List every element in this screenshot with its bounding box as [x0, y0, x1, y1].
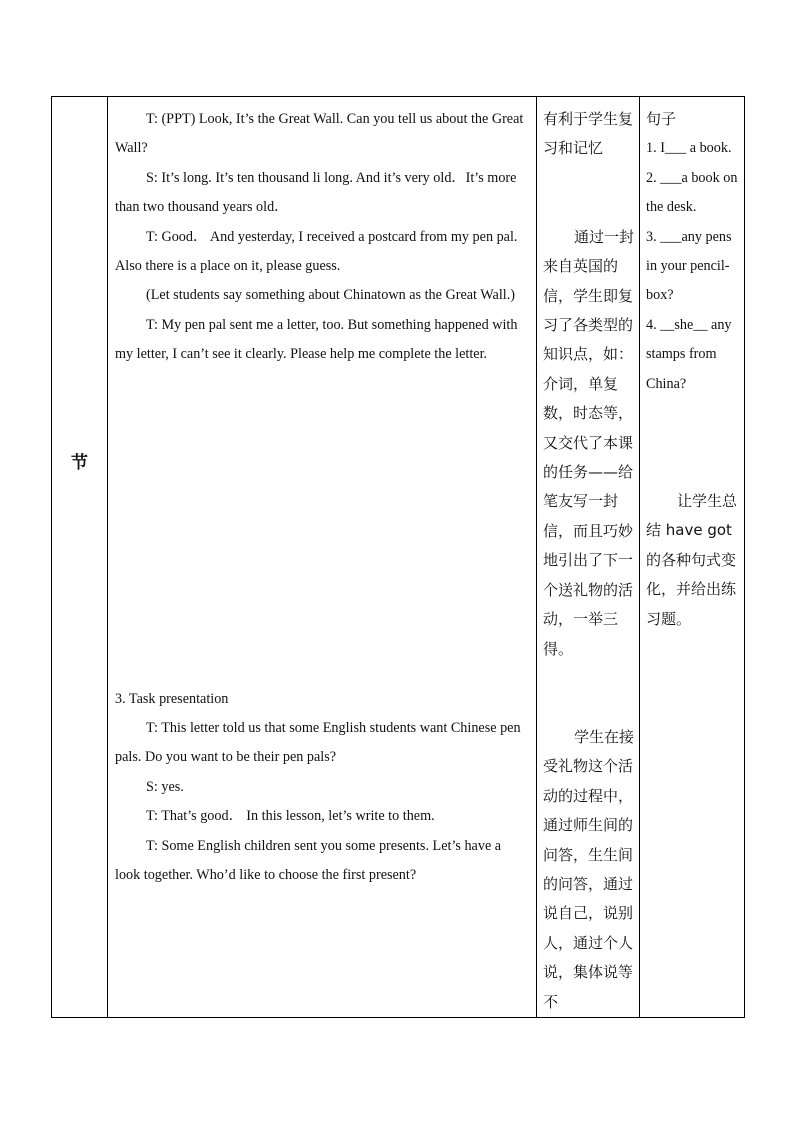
- design-notes-cell: [537, 97, 640, 1018]
- design-note: 通过一封来自英国的信，学生即复习了各类型的知识点，如：介词，单复数，时态等，又交代了本课的任务——给笔友写一封信，而且巧妙地引出了下一个送礼物的活动，一举三得。: [543, 227, 635, 658]
- dialogue-line: T: Some English children sent you some presents. Let’s have a look together. Who’d like to choose the first present?: [115, 837, 502, 884]
- exercise-summary: 让学生总结 have got 的各种句式变化，并给出练习题。: [646, 492, 738, 628]
- dialogue-line: (Let students say something about Chinatown as the Great Wall.): [146, 287, 515, 304]
- dialogue-line: S: It’s long. It’s ten thousand li long. And it’s very old．It’s more than two thousand years old．: [115, 169, 517, 216]
- lesson-plan-table: [51, 96, 745, 1018]
- task-heading: 3. Task presentation: [115, 690, 229, 707]
- dialogue-line: T: (PPT) Look, It’s the Great Wall. Can you tell us about the Great Wall?: [115, 111, 524, 157]
- dialogue-line: T: This letter told us that some English students want Chinese pen pals. Do you want to be their pen pals?: [115, 720, 521, 766]
- stage-label: 节: [71, 453, 88, 474]
- exercise-heading: 句子: [646, 110, 677, 128]
- exercise-item: 3. ___any pens in your pencil-box?: [646, 228, 732, 304]
- exercise-item: 1. I___ a book.: [646, 140, 732, 157]
- design-note: 有利于学生复习和记忆: [543, 110, 634, 158]
- dialogue-line: S: yes.: [146, 778, 184, 795]
- design-note: 学生在接受礼物这个活动的过程中，通过师生间的问答，生生间的问答，通过说自己，说别人，通过个人说，集体说等不: [543, 727, 635, 1011]
- dialogue-line: T: Good． And yesterday, I received a postcard from my pen pal. Also there is a place on it, please guess.: [115, 228, 518, 275]
- procedure-cell: [108, 97, 537, 1018]
- exercise-item: 4. __she__ any stamps from China?: [646, 316, 732, 392]
- dialogue-line: T: That’s good． In this lesson, let’s write to them.: [146, 808, 435, 825]
- stage-cell: [52, 97, 108, 1018]
- exercise-item: 2. ___a book on the desk.: [646, 169, 738, 216]
- dialogue-line: T: My pen pal sent me a letter, too. But something happened with my letter, I can’t see it clearly. Please help me complete the letter.: [115, 316, 518, 363]
- exercise-cell: [640, 97, 745, 1018]
